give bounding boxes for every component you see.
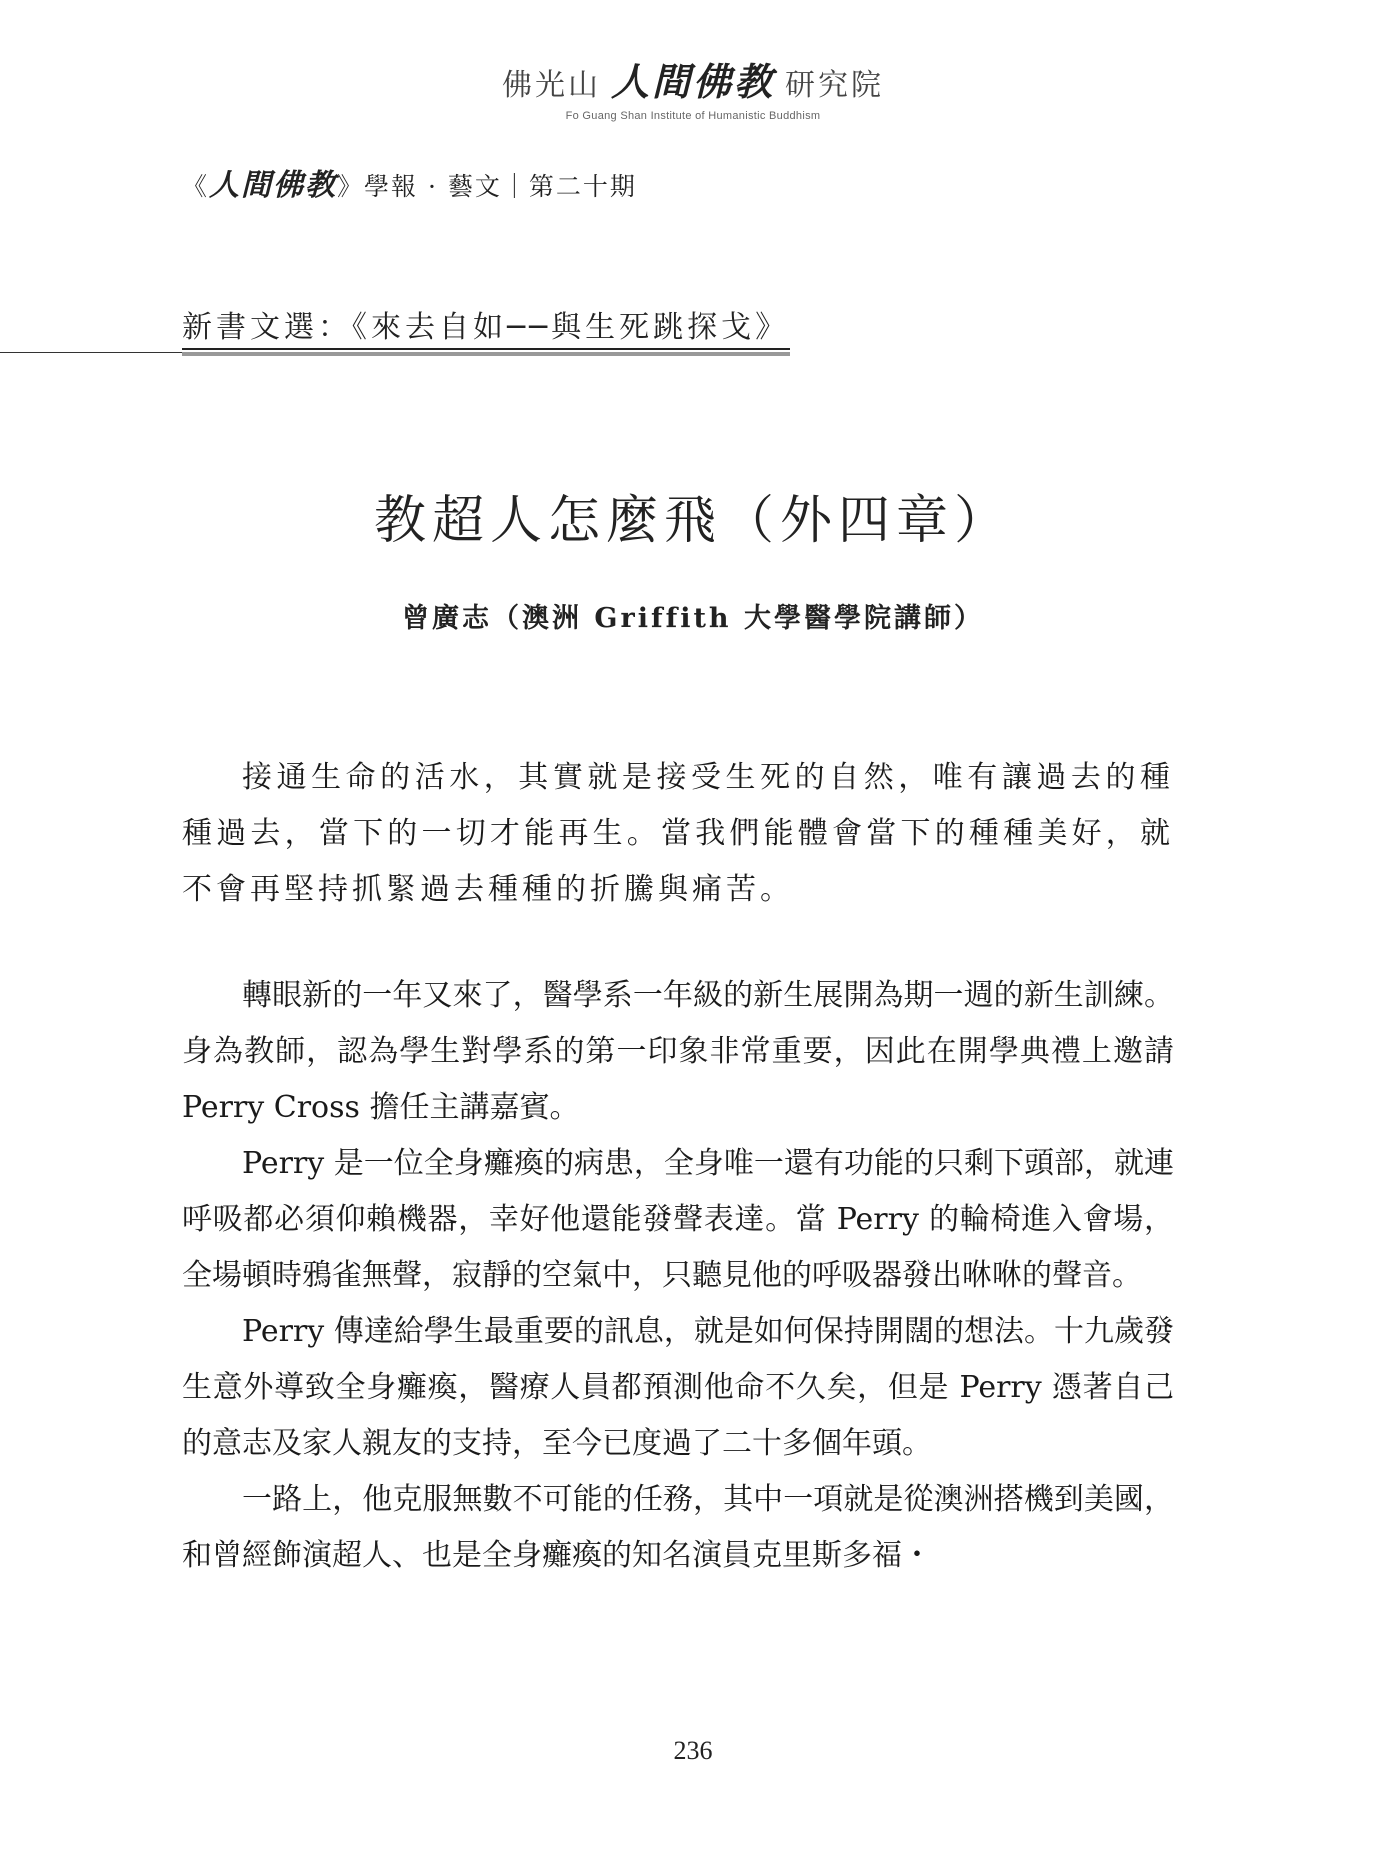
institute-brand-logo: 人間佛教: [610, 60, 775, 104]
journal-issue-label: 學報 · 藝文｜第二十期: [364, 172, 637, 201]
institute-name-right: 研究院: [785, 68, 884, 103]
institute-name-left: 佛光山: [501, 68, 601, 103]
body-paragraph-3: Perry 傳達給學生最重要的訊息，就是如何保持開闊的想法。十九歲發生意外導致全身癱瘓，醫療人員都預測他命不久矣，但是 Perry 憑著自己的意志及家人親友的支持，至今已度過了二十多個年頭。: [182, 1314, 1174, 1461]
journal-brand-logo: 人間佛教: [209, 168, 338, 203]
intro-paragraph: 接通生命的活水，其實就是接受生死的自然，唯有讓過去的種種過去，當下的一切才能再生。當我們能體會當下的種種美好，就不會再堅持抓緊過去種種的折騰與痛苦。: [182, 760, 1174, 907]
journal-open-bracket: 《: [182, 172, 210, 201]
journal-running-header: [182, 160, 637, 204]
institute-masthead: [0, 62, 1386, 122]
section-underline: [182, 348, 790, 356]
article-author: 曾廣志（澳洲 Griffith 大學醫學院講師）: [402, 603, 984, 634]
body-paragraph-1: 轉眼新的一年又來了，醫學系一年級的新生展開為期一週的新生訓練。身為教師，認為學生對學系的第一印象非常重要，因此在開學典禮上邀請 Perry Cross 擔任主講嘉賓。: [182, 978, 1174, 1125]
body-paragraph-2: Perry 是一位全身癱瘓的病患，全身唯一還有功能的只剩下頭部，就連呼吸都必須仰賴機器，幸好他還能發聲表達。當 Perry 的輪椅進入會場，全場頓時鴉雀無聲，寂靜的空氣中，只聽見他的呼吸器發出咻咻的聲音。: [182, 1146, 1174, 1293]
section-heading: 新書文選：《來去自如──與生死跳探戈》: [182, 310, 790, 345]
institute-name: [0, 62, 1386, 106]
intro-block: [182, 750, 1174, 918]
journal-close-bracket: 》: [337, 172, 365, 201]
body-paragraph-4: 一路上，他克服無數不可能的任務，其中一項就是從澳洲搭機到美國，和曾經飾演超人、也是全身癱瘓的知名演員克里斯多福・: [182, 1482, 1174, 1573]
body-text: [182, 968, 1174, 1584]
page-number: 236: [673, 1736, 713, 1765]
article-title: 教超人怎麼飛（外四章）: [373, 491, 1012, 551]
institute-english-name: Fo Guang Shan Institute of Humanistic Buddhism: [565, 110, 821, 122]
